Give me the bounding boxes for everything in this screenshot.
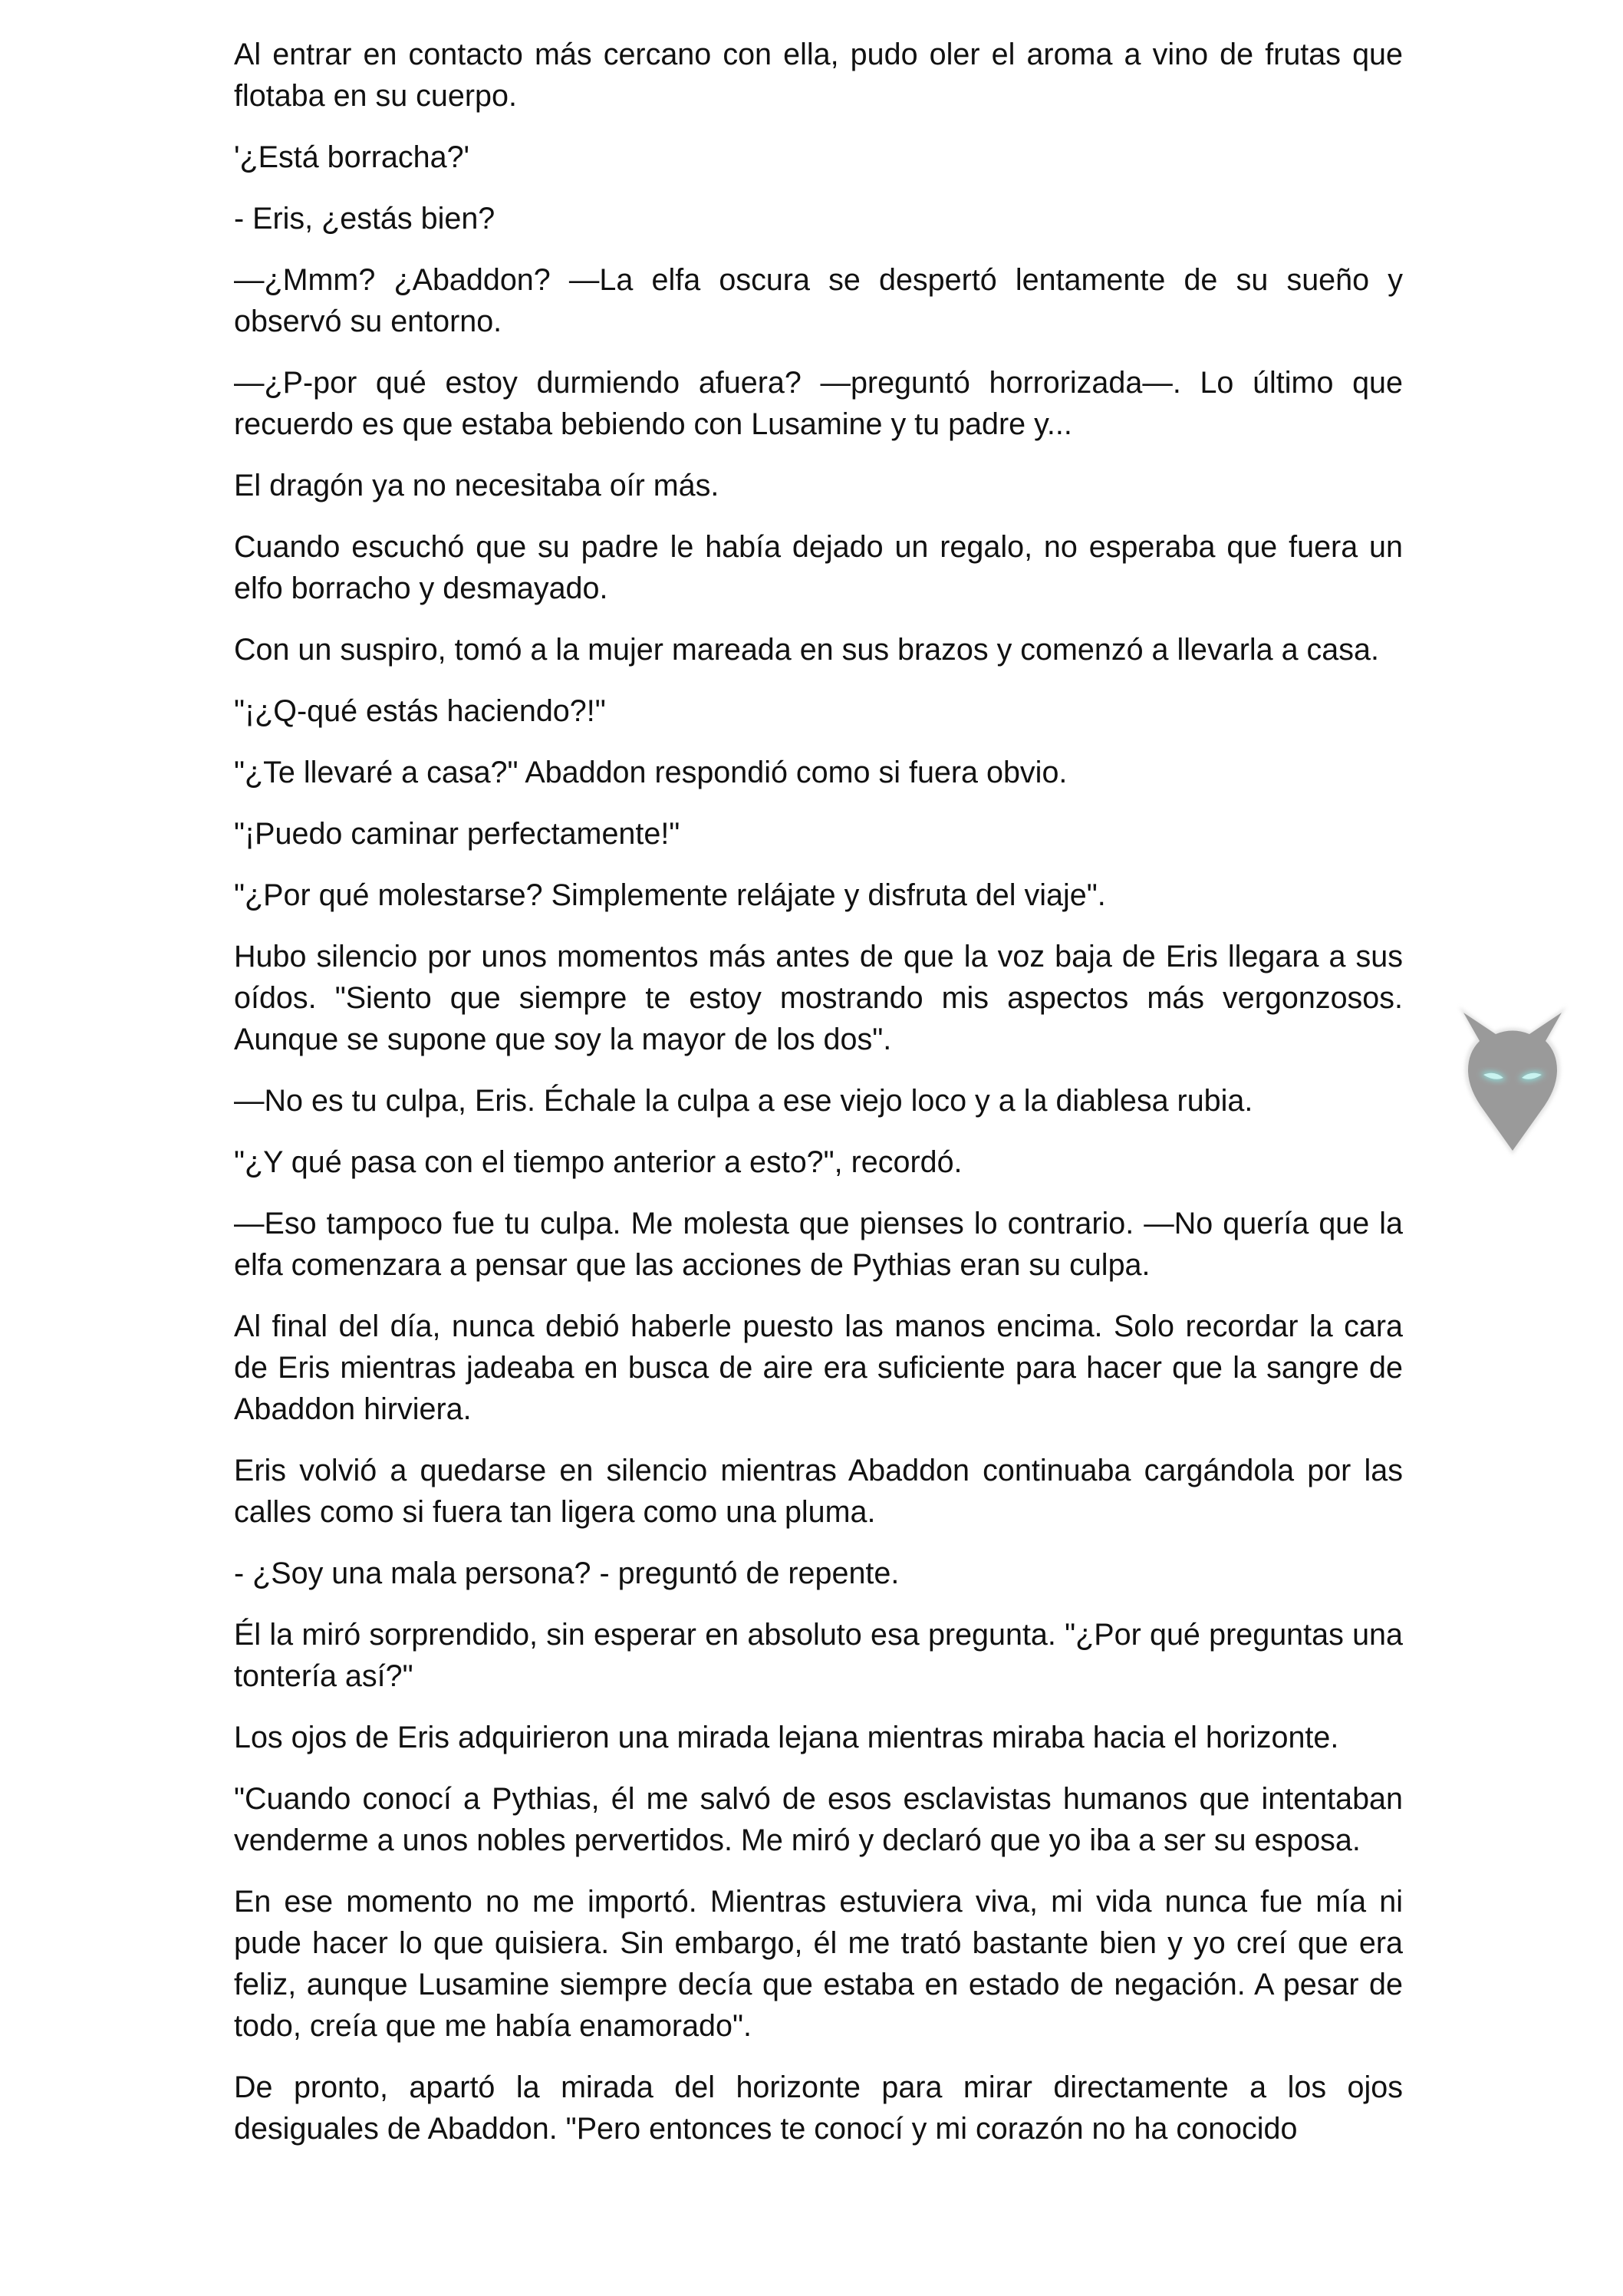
- paragraph: Él la miró sorprendido, sin esperar en absoluto esa pregunta. "¿Por qué preguntas una tontería así?": [234, 1618, 1403, 1693]
- paragraph: "¿Por qué molestarse? Simplemente relájate y disfruta del viaje".: [234, 878, 1106, 912]
- paragraph: Al final del día, nunca debió haberle puesto las manos encima. Solo recordar la cara de Eris mientras jadeaba en busca de aire era suficiente para hacer que la sangre de Abaddon hirviera.: [234, 1309, 1403, 1426]
- paragraph: Los ojos de Eris adquirieron una mirada lejana mientras miraba hacia el horizonte.: [234, 1721, 1339, 1754]
- paragraph: —Eso tampoco fue tu culpa. Me molesta que pienses lo contrario. —No quería que la elfa comenzara a pensar que las acciones de Pythias eran su culpa.: [234, 1207, 1403, 1282]
- paragraph: "¡Puedo caminar perfectamente!": [234, 817, 680, 851]
- paragraph: - ¿Soy una mala persona? - preguntó de repente.: [234, 1556, 900, 1590]
- paragraph: El dragón ya no necesitaba oír más.: [234, 469, 719, 502]
- paragraph: "¡¿Q-qué estás haciendo?!": [234, 694, 606, 728]
- paragraph: Con un suspiro, tomó a la mujer mareada en sus brazos y comenzó a llevarla a casa.: [234, 633, 1379, 667]
- paragraph: '¿Está borracha?': [234, 140, 470, 174]
- paragraph: Eris volvió a quedarse en silencio mientras Abaddon continuaba cargándola por las calles como si fuera tan ligera como una pluma.: [234, 1454, 1403, 1529]
- paragraph: "¿Te llevaré a casa?" Abaddon respondió como si fuera obvio.: [234, 756, 1068, 789]
- paragraph: De pronto, apartó la mirada del horizonte para mirar directamente a los ojos desiguales de Abaddon. "Pero entonces te conocí y mi corazón no ha conocido: [234, 2070, 1403, 2146]
- paragraph: Cuando escuchó que su padre le había dejado un regalo, no esperaba que fuera un elfo borracho y desmayado.: [234, 530, 1403, 605]
- paragraph: Hubo silencio por unos momentos más antes de que la voz baja de Eris llegara a sus oídos. "Siento que siempre te estoy mostrando mis aspectos más vergonzosos. Aunque se supone que soy la mayor de los dos".: [234, 940, 1403, 1056]
- paragraph: —¿P-por qué estoy durmiendo afuera? —preguntó horrorizada—. Lo último que recuerdo es que estaba bebiendo con Lusamine y tu padre y...: [234, 366, 1403, 441]
- horned-demon-head-icon: [1442, 997, 1583, 1166]
- paragraph: "¿Y qué pasa con el tiempo anterior a esto?", recordó.: [234, 1145, 963, 1179]
- paragraph: En ese momento no me importó. Mientras estuviera viva, mi vida nunca fue mía ni pude hacer lo que quisiera. Sin embargo, él me trató bastante bien y yo creí que era feliz, aunque Lusamine siempre decía que estaba en estado de negación. A pesar de todo, creía que me había enamorado".: [234, 1885, 1403, 2043]
- paragraph: Al entrar en contacto más cercano con ella, pudo oler el aroma a vino de frutas que flotaba en su cuerpo.: [234, 38, 1403, 113]
- text-column: [234, 34, 1403, 2169]
- paragraph: - Eris, ¿estás bien?: [234, 202, 495, 236]
- paragraph: —No es tu culpa, Eris. Échale la culpa a ese viejo loco y a la diablesa rubia.: [234, 1084, 1253, 1118]
- paragraph: "Cuando conocí a Pythias, él me salvó de esos esclavistas humanos que intentaban venderme a unos nobles pervertidos. Me miró y declaró que yo iba a ser su esposa.: [234, 1782, 1403, 1857]
- paragraph: —¿Mmm? ¿Abaddon? —La elfa oscura se despertó lentamente de su sueño y observó su entorno.: [234, 263, 1403, 338]
